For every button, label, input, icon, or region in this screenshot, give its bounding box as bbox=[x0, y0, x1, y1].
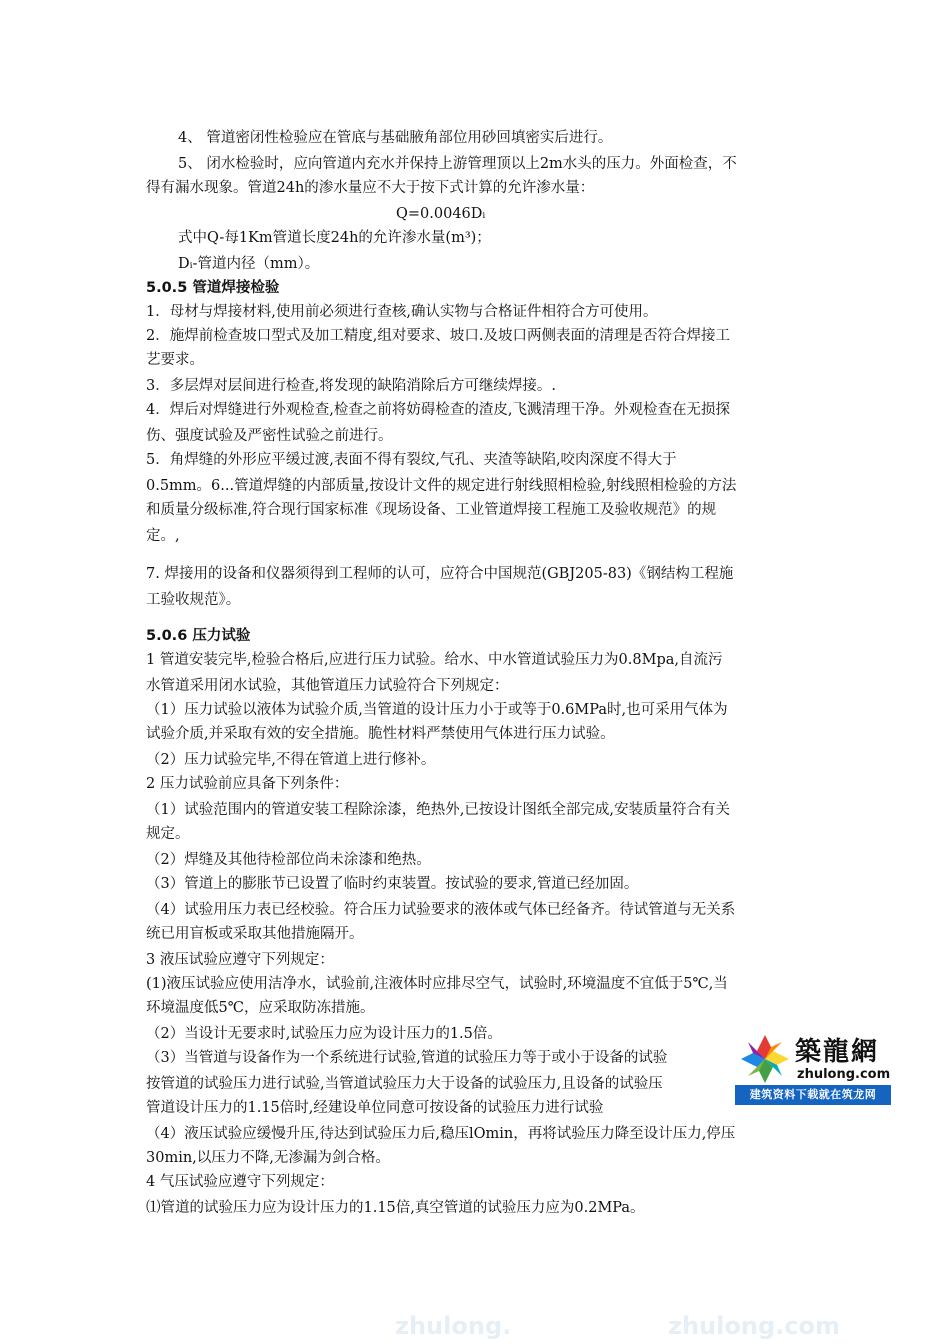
text-line: 统已用盲板或采取其他措施隔开。 bbox=[146, 926, 364, 942]
text-line: Dᵢ-管道内径（mm）。 bbox=[178, 256, 320, 272]
text-line: 规定。 bbox=[146, 826, 190, 842]
text-line: 试验介质,并采取有效的安全措施。脆性材料严禁使用气体进行压力试验。 bbox=[146, 726, 615, 742]
text-line: （4）液压试验应缓慢升压,待达到试验压力后,稳压lOmin，再将试验压力降至设计压力,停压 bbox=[146, 1126, 736, 1142]
text-line: 2 压力试验前应具备下列条件： bbox=[146, 776, 349, 792]
text-line: Q=0.0046Dᵢ bbox=[396, 206, 486, 222]
text-line: 4 气压试验应遵守下列规定： bbox=[146, 1174, 334, 1190]
text-line: 30min,以压力不降,无渗漏为剑合格。 bbox=[146, 1150, 390, 1166]
text-line: 工验收规范》。 bbox=[146, 592, 241, 608]
text-line: （1）压力试验以液体为试验介质,当管道的设计压力小于或等于0.6MPa时,也可采用气体为 bbox=[146, 702, 728, 718]
text-line: 3．多层焊对层间进行检查,将发现的缺陷消除后方可继续焊接。. bbox=[146, 378, 556, 394]
text-line: 伤、强度试验及严密性试验之前进行。 bbox=[146, 428, 393, 444]
text-line: 艺要求。 bbox=[146, 352, 204, 368]
text-line: （4）试验用压力表已经校验。符合压力试验要求的液体或气体已经备齐。待试管道与无关系 bbox=[146, 902, 736, 918]
text-line: 3 液压试验应遵守下列规定： bbox=[146, 952, 334, 968]
text-line: 0.5mm。6...管道焊缝的内部质量,按设计文件的规定进行射线照相检验,射线照相检验的方法 bbox=[146, 478, 737, 494]
text-line: （2）焊缝及其他待检部位尚未涂漆和绝热。 bbox=[146, 852, 431, 868]
text-line: 4．焊后对焊缝进行外观检查,检查之前将妨碍检查的渣皮,飞溅清理干净。外观检查在无损探 bbox=[146, 402, 730, 418]
section-heading: 5.0.5 管道焊接检验 bbox=[146, 280, 280, 296]
text-line: 1 管道安装完毕,检验合格后,应进行压力试验。给水、中水管道试验压力为0.8Mpa,自流污 bbox=[146, 652, 723, 668]
text-line: ⑴管道的试验压力应为设计压力的1.15倍,真空管道的试验压力应为0.2MPa。 bbox=[146, 1200, 645, 1216]
logo-slogan: 建筑资料下载就在筑龙网 bbox=[735, 1085, 891, 1105]
watermark-text: zhulong.com bbox=[668, 1312, 840, 1340]
text-line: 4、 管道密闭性检验应在管底与基础腋角部位用砂回填密实后进行。 bbox=[178, 130, 613, 146]
text-line: 7. 焊接用的设备和仪器须得到工程师的认可，应符合中国规范(GBJ205-83)《钢结构工程施 bbox=[146, 566, 734, 582]
logo-domain-text: zhulong.com bbox=[797, 1067, 891, 1082]
zhulong-logo bbox=[735, 1027, 891, 1105]
text-line: 和质量分级标准,符合现行国家标准《现场设备、工业管道焊接工程施工及验收规范》的规 bbox=[146, 502, 717, 518]
text-line: 2．施焊前检查坡口型式及加工精度,组对要求、坡口.及坡口两侧表面的清理是否符合焊接工 bbox=[146, 328, 730, 344]
text-line: 5．角焊缝的外形应平缓过渡,表面不得有裂纹,气孔、夹渣等缺陷,咬肉深度不得大于 bbox=[146, 452, 677, 468]
text-line: （3）当管道与设备作为一个系统进行试验,管道的试验压力等于或小于设备的试验 bbox=[146, 1050, 668, 1066]
text-line: （2）压力试验完毕,不得在管道上进行修补。 bbox=[146, 752, 436, 768]
text-line: 环境温度低5℃，应采取防冻措施。 bbox=[146, 1000, 375, 1016]
watermark-text: zhulong. bbox=[395, 1312, 512, 1340]
logo-brand-text: 築龍網 bbox=[795, 1037, 880, 1067]
text-line: 5、 闭水检验时，应向管道内充水并保持上游管理顶以上2m水头的压力。外面检查，不 bbox=[178, 156, 737, 172]
text-line: 1．母材与焊接材料,使用前必须进行查核,确认实物与合格证件相符合方可使用。 bbox=[146, 304, 658, 320]
text-line: 定。, bbox=[146, 528, 180, 544]
zhulong-flower-icon bbox=[739, 1033, 791, 1085]
text-line: 管道设计压力的1.15倍时,经建设单位同意可按设备的试验压力进行试验 bbox=[146, 1100, 604, 1116]
text-line: 水管道采用闭水试验，其他管道压力试验符合下列规定： bbox=[146, 678, 509, 694]
text-line: （1）试验范围内的管道安装工程除涂漆，绝热外,已按设计图纸全部完成,安装质量符合有关 bbox=[146, 802, 730, 818]
text-line: 按管道的试验压力进行试验,当管道试验压力大于设备的试验压力,且设备的试验压 bbox=[146, 1076, 663, 1092]
text-line: 式中Q-每1Km管道长度24h的允许渗水量(m³)； bbox=[178, 230, 491, 246]
text-line: 得有漏水现象。管道24h的渗水量应不大于按下式计算的允许渗水量： bbox=[146, 180, 595, 196]
text-line: （3）管道上的膨胀节已设置了临时约束装置。按试验的要求,管道已经加固。 bbox=[146, 876, 639, 892]
text-line: （2）当设计无要求时,试验压力应为设计压力的1.5倍。 bbox=[146, 1026, 502, 1042]
text-line: (1)液压试验应使用洁净水，试验前,注液体时应排尽空气，试验时,环境温度不宜低于5℃,当 bbox=[146, 976, 728, 992]
section-heading: 5.0.6 压力试验 bbox=[146, 628, 251, 644]
